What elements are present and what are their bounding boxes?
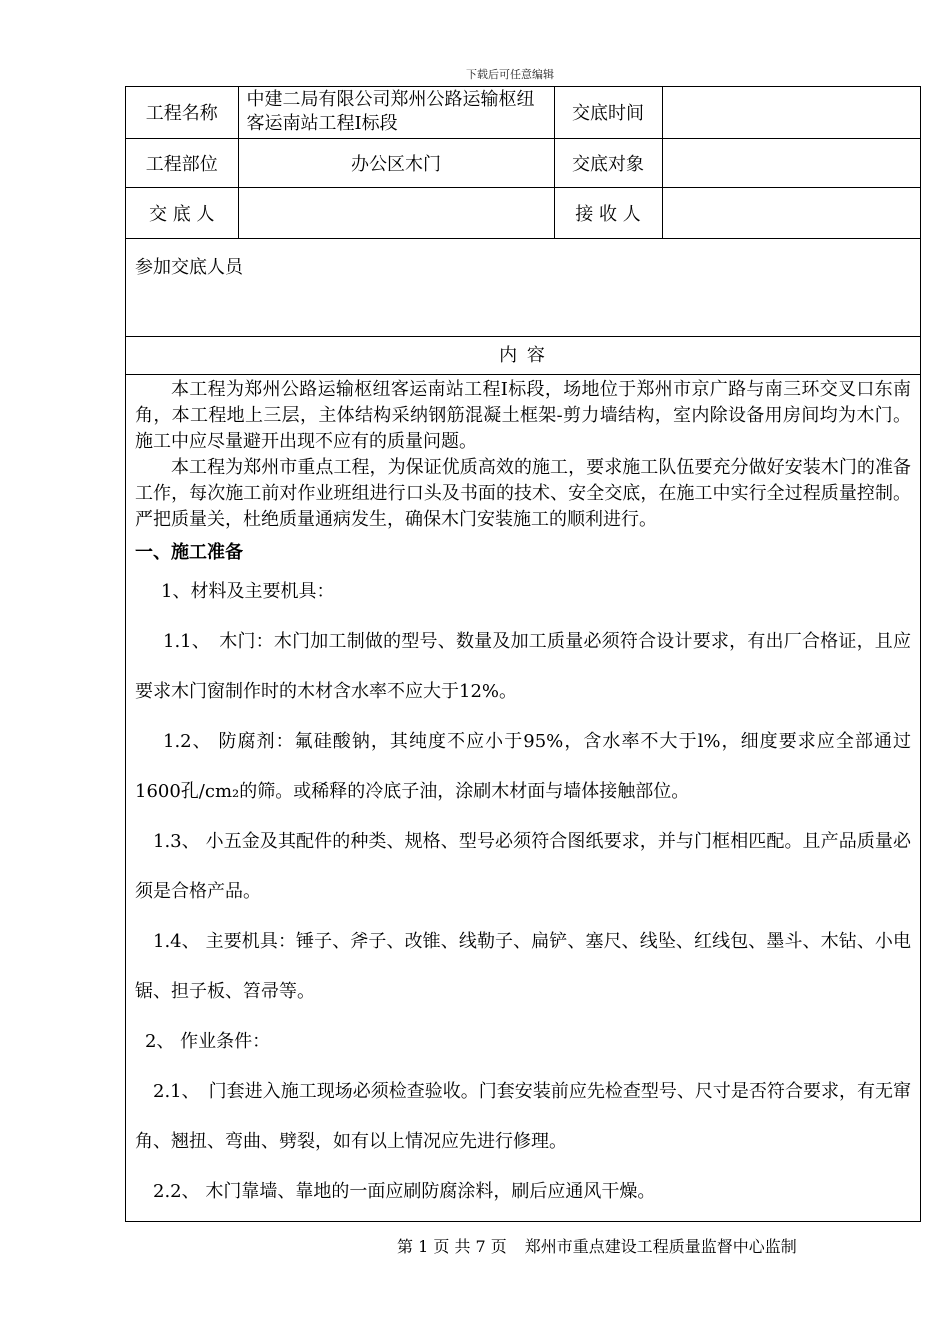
part-label: 工程部位 <box>126 138 238 187</box>
item-1-2: 1.2、 防腐剂：氟硅酸钠，其纯度不应小于95%，含水率不大于l%，细度要求应全部通过1600孔/cm₂的筛。或稀释的冷底子油，涂刷木材面与墙体接触部位。 <box>135 730 911 802</box>
item-1-4: 1.4、 主要机具：锤子、斧子、改锥、线勒子、扁铲、塞尺、线坠、红线包、墨斗、木钻、小电锯、担子板、笤帚等。 <box>135 930 911 1002</box>
receiver-value <box>662 187 920 238</box>
content-body <box>126 377 920 1217</box>
target-value <box>662 138 920 187</box>
disclosure-form <box>125 86 921 1222</box>
project-name-value: 中建二局有限公司郑州公路运输枢纽客运南站工程Ⅰ标段 <box>238 87 554 138</box>
discloser-value <box>238 187 554 238</box>
top-note: 下载后可任意编辑 <box>466 68 554 81</box>
section-title-preparation: 一、施工准备 <box>135 541 243 563</box>
page-footer <box>397 1234 815 1257</box>
content-title: 内 容 <box>126 337 920 375</box>
header-table <box>126 87 920 239</box>
item-1-3: 1.3、 小五金及其配件的种类、规格、型号必须符合图纸要求，并与门框相匹配。且产品质量必须是合格产品。 <box>135 830 911 902</box>
project-name-label: 工程名称 <box>126 87 238 138</box>
intro-paragraph-1: 本工程为郑州公路运输枢纽客运南站工程Ⅰ标段，场地位于郑州市京广路与南三环交叉口东南角，本工程地上三层，主体结构采纳钢筋混凝土框架-剪力墙结构，室内除设备用房间均为木门。施工中应尽量避开出现不应有的质量问题。 <box>135 378 911 452</box>
item-2-1: 2.1、 门套进入施工现场必须检查验收。门套安装前应先检查型号、尺寸是否符合要求，有无窜角、翘扭、弯曲、劈裂，如有以上情况应先进行修理。 <box>135 1080 911 1152</box>
intro-paragraph-2: 本工程为郑州市重点工程，为保证优质高效的施工，要求施工队伍要充分做好安装木门的准备工作，每次施工前对作业班组进行口头及书面的技术、安全交底，在施工中实行全过程质量控制。严把质量关，杜绝质量通病发生，确保木门安装施工的顺利进行。 <box>135 456 911 530</box>
item-1-1: 1.1、 木门：木门加工制做的型号、数量及加工质量必须符合设计要求，有出厂合格证，且应要求木门窗制作时的木材含水率不应大于12%。 <box>135 630 911 702</box>
participants-label: 参加交底人员 <box>135 256 243 278</box>
item-2-2: 2.2、 木门靠墙、靠地的一面应刷防腐涂料，刷后应通风干燥。 <box>153 1180 656 1202</box>
receiver-label: 接 收 人 <box>554 187 662 238</box>
target-label: 交底对象 <box>554 138 662 187</box>
time-label: 交底时间 <box>554 87 662 138</box>
time-value <box>662 87 920 138</box>
page-number: 第 1 页 共 7 页 <box>397 1237 507 1256</box>
part-value: 办公区木门 <box>238 138 554 187</box>
footer-org: 郑州市重点建设工程质量监督中心监制 <box>524 1237 797 1256</box>
discloser-label: 交 底 人 <box>126 187 238 238</box>
item-1: 1、材料及主要机具： <box>161 580 335 602</box>
participants-section <box>126 239 920 337</box>
item-2: 2、 作业条件： <box>145 1030 271 1052</box>
